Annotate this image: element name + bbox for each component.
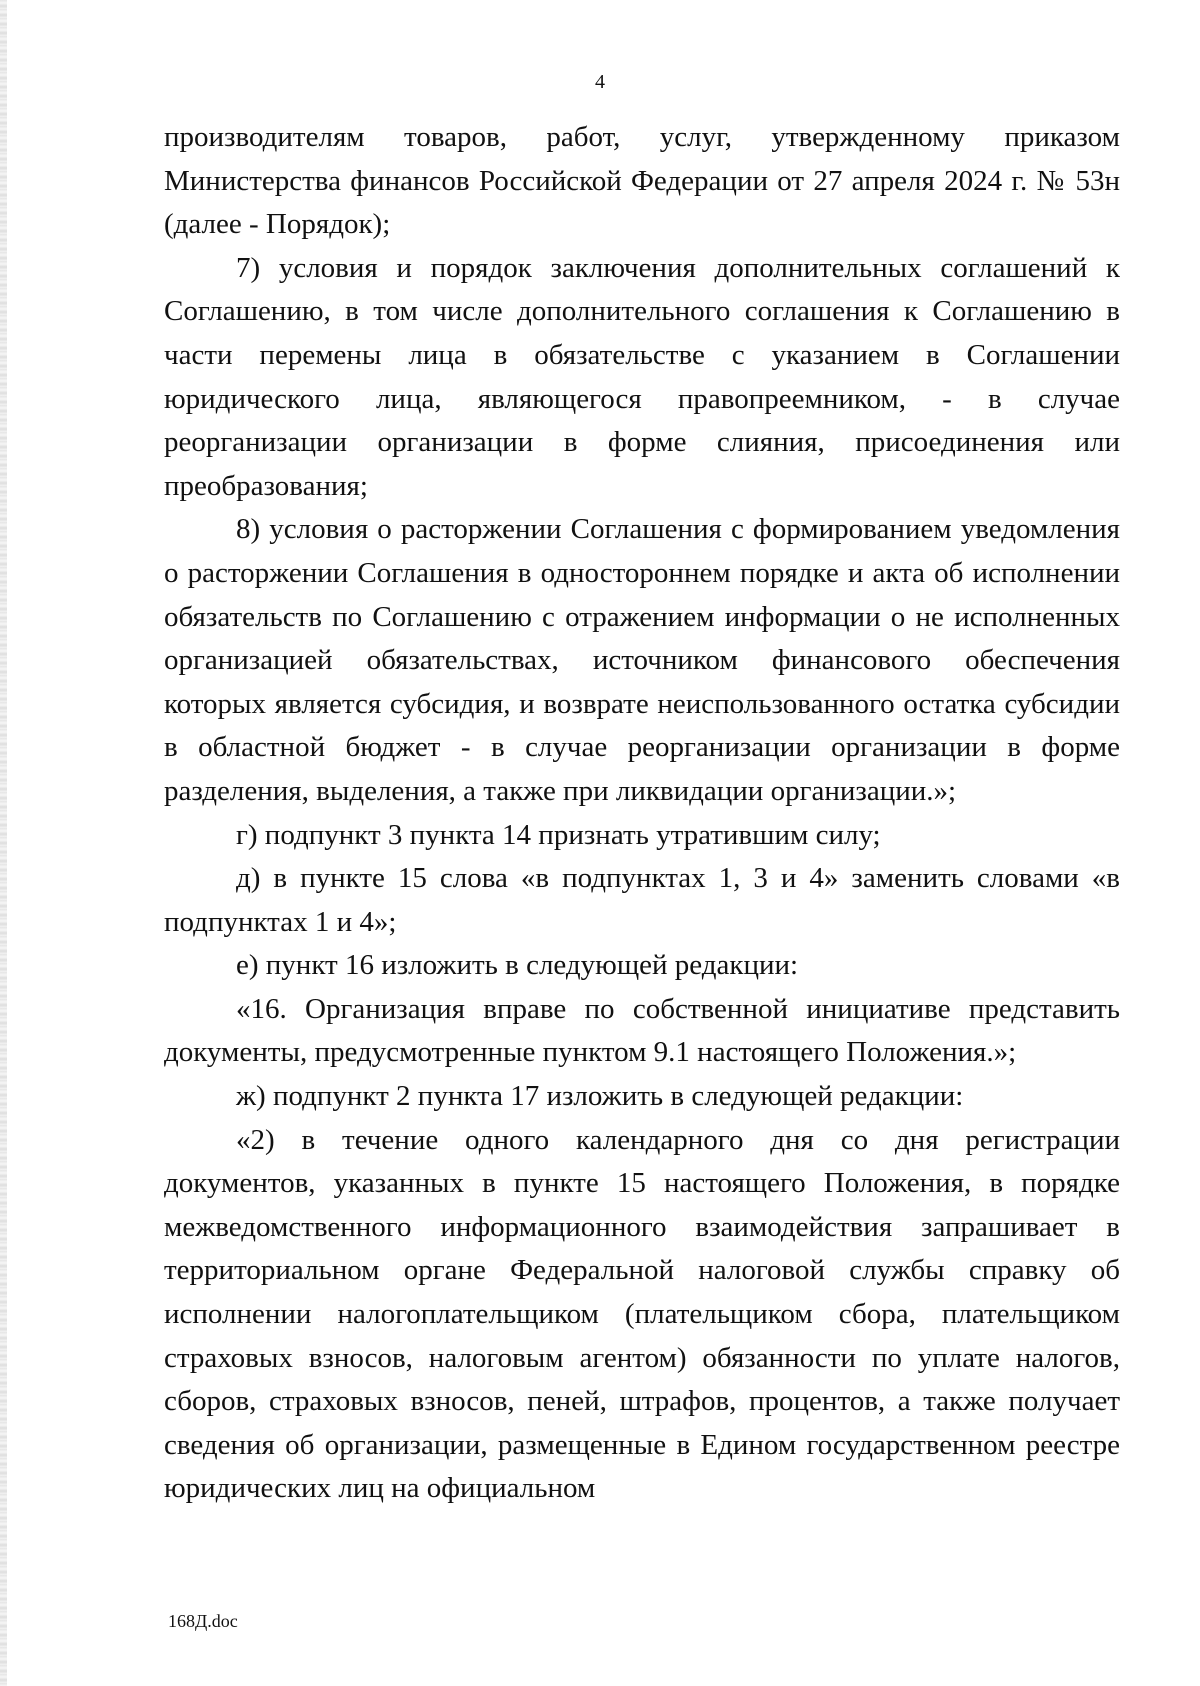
paragraph-continuation: производителям товаров, работ, услуг, утвержденному приказом Министерства финансов Российской Федерации от 27 апреля 2024 г. № 53н (далее - Порядок); (164, 121, 1120, 241)
document-filename: 168Д.doc (168, 1611, 238, 1631)
paragraph-item-zh: ж) подпункт 2 пункта 17 изложить в следующей редакции: (236, 1080, 964, 1113)
document-body (164, 116, 1120, 1511)
scan-edge-artifact (0, 0, 7, 1686)
paragraph-item-g: г) подпункт 3 пункта 14 признать утратившим силу; (236, 818, 881, 851)
paragraph-item-d: д) в пункте 15 слова «в подпунктах 1, 3 и 4» заменить словами «в подпунктах 1 и 4»; (164, 862, 1120, 938)
paragraph-item-7: 7) условия и порядок заключения дополнительных соглашений к Соглашению, в том числе дополнительного соглашения к Соглашению в части перемены лица в обязательстве с указанием в Соглашении юридического лица, являющегося правопреемником, - в случае реорганизации организации в форме слияния, присоединения или преобразования; (164, 251, 1120, 502)
page-number: 4 (595, 71, 605, 93)
paragraph-item-e: е) пункт 16 изложить в следующей редакции: (236, 949, 799, 982)
paragraph-subpoint-2: «2) в течение одного календарного дня со дня регистрации документов, указанных в пункте 15 настоящего Положения, в порядке межведомственного информационного взаимодействия запрашивает в территориальном органе Федеральной налоговой службы справку об исполнении налогоплательщиком (плательщиком сбора, плательщиком страховых взносов, налоговым агентом) обязанности по уплате налогов, сборов, страховых взносов, пеней, штрафов, процентов, а также получает сведения об организации, размещенные в Едином государственном реестре юридических лиц на официальном (164, 1123, 1120, 1505)
paragraph-point-16: «16. Организация вправе по собственной инициативе представить документы, предусмотренные пунктом 9.1 настоящего Положения.»; (164, 992, 1120, 1069)
paragraph-item-8: 8) условия о расторжении Соглашения с формированием уведомления о расторжении Соглашения в одностороннем порядке и акта об исполнении обязательств по Соглашению с отражением информации о не исполненных организацией обязательствах, источником финансового обеспечения которых является субсидия, и возврате неиспользованного остатка субсидии в областной бюджет - в случае реорганизации организации в форме разделения, выделения, а также при ликвидации организации.»; (164, 513, 1120, 807)
